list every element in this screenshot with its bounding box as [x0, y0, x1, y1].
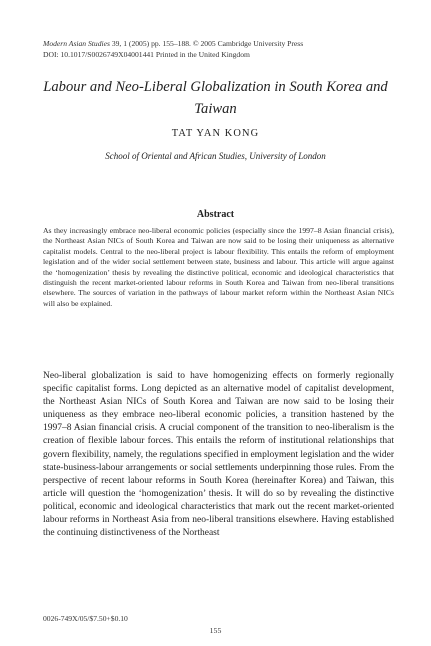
journal-header: [43, 38, 403, 61]
body-paragraph: Neo-liberal globalization is said to have homogenizing effects on formerly regionally specific capitalist forms. Long depicted as an alternative model of capitalist development, the Northeast Asian NICs of South Korea and Taiwan are now said to be losing their uniqueness as they embrace neo-liberal economic policies, a transition hastened by the 1997–8 Asian financial crisis. A crucial component of the transition to neo-liberalism is the creation of flexible labour forces. This entails the reform of institutional relationships that govern flexibility, namely, the regulations specified in employment legislation and the wider state-business-labour arrangements or social settlements underpinning those rules. From the perspective of recent labour reforms in South Korea (hereinafter Korea) and Taiwan, this article will question the ‘homogenization’ thesis. It will do so by revealing the distinctive political, economic and ideological characteristics that mark out the recent market-oriented labour reforms in Northeast Asia from neo-liberal transitions elsewhere. Having established the continuing distinctiveness of the Northeast: [43, 371, 394, 539]
article-title: Labour and Neo-Liberal Globalization in South Korea and Taiwan: [43, 79, 388, 117]
author-name: TAT YAN KONG: [171, 128, 260, 139]
price-code: 0026-749X/05/$7.50+$0.10: [43, 614, 128, 623]
abstract-heading: Abstract: [196, 209, 235, 220]
page-number: 155: [209, 626, 222, 635]
citation-details: 39, 1 (2005) pp. 155–188. © 2005 Cambridge University Press: [109, 39, 304, 48]
citation-line: [43, 38, 403, 49]
abstract-text: As they increasingly embrace neo-liberal economic policies (especially since the 1997–8 Asian financial crisis), the Northeast Asian NICs of South Korea and Taiwan are now said to be losing their uniqueness as alternative capitalist models. Central to the neo-liberal project is labour flexibility. This entails the reform of employment legislation and of the wider social settlement between state, business and labour. This article will argue against the ‘homogenization’ thesis by revealing the distinctive political, economic and ideological characteristics that distinguish the recent market-oriented labour reforms in South Korea and Taiwan from neo-liberal transitions elsewhere. The sources of variation in the pathways of labour market reform within the Northeast Asian NICs will also be explained.: [43, 226, 394, 308]
author-affiliation: School of Oriental and African Studies, University of London: [105, 151, 326, 161]
doi-line: DOI: 10.1017/S0026749X04001441 Printed in the United Kingdom: [43, 50, 250, 60]
journal-name: Modern Asian Studies: [43, 39, 110, 48]
